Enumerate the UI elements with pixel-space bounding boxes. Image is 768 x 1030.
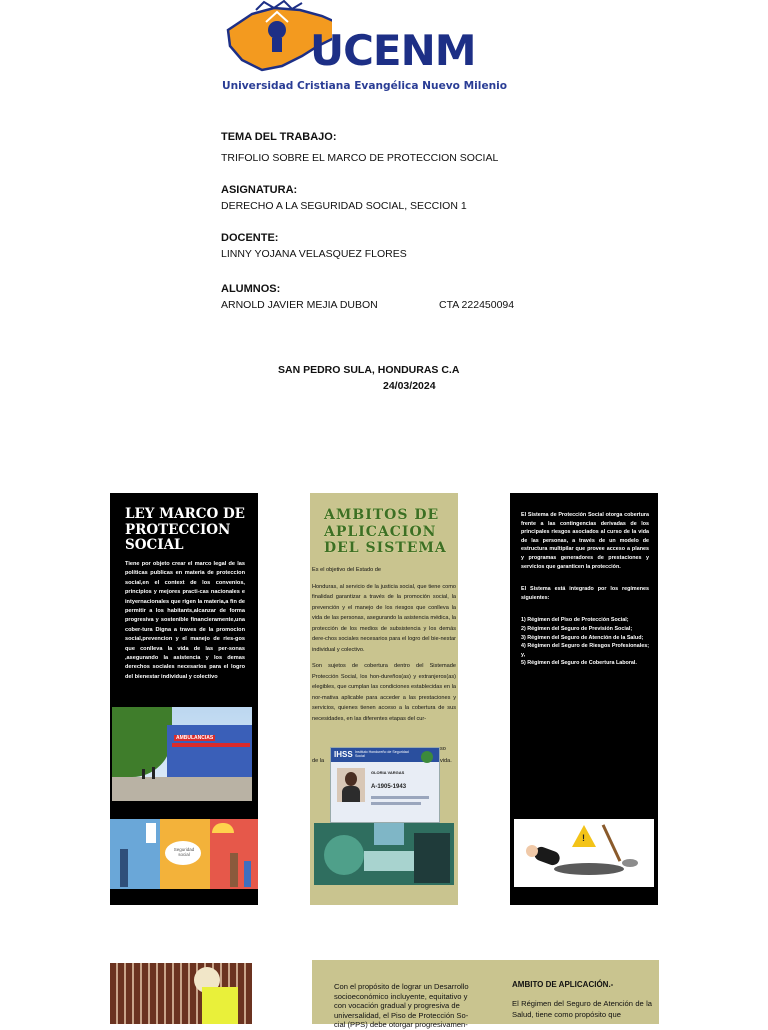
panel2-title: AMBITOS DE APLICACION DEL SISTEMA bbox=[324, 507, 447, 556]
regime-item: 1) Régimen del Piso de Protección Social; bbox=[521, 617, 629, 624]
social-security-illustration bbox=[110, 819, 258, 889]
panel2-para1: Es el objetivo del Estado de bbox=[312, 567, 382, 573]
panel-sistema bbox=[510, 493, 658, 905]
panel2-fragment-de-la: de la bbox=[312, 758, 325, 764]
subject-label: ASIGNATURA: bbox=[221, 184, 298, 196]
panel3-text bbox=[521, 511, 649, 668]
ucenm-logo bbox=[222, 0, 508, 95]
city-line: SAN PEDRO SULA, HONDURAS C.A bbox=[278, 364, 460, 376]
student-name: ARNOLD JAVIER MEJIA DUBON bbox=[221, 299, 378, 311]
regime-item: 2) Régimen del Seguro de Previsión Social; bbox=[521, 625, 633, 632]
panel2-fragment-so: so bbox=[440, 746, 446, 752]
panel-ley-marco bbox=[110, 493, 258, 905]
card-subheader: Instituto Hondureño de Seguridad Social bbox=[355, 750, 409, 759]
ihss-id-card bbox=[330, 747, 440, 823]
surgery-photo bbox=[314, 823, 454, 885]
panel1-title: LEY MARCO DE PROTECCION SOCIAL bbox=[125, 506, 245, 553]
teacher-value: LINNY YOJANA VELASQUEZ FLORES bbox=[221, 248, 407, 260]
panel2-text bbox=[312, 565, 456, 730]
regime-item: 3) Régimen del Seguro de Atención de la Salud; bbox=[521, 634, 644, 641]
ihss-seal-icon bbox=[421, 751, 433, 763]
ambulancias-sign: AMBULANCIAS bbox=[176, 735, 214, 741]
panel3-para2: El Sistema está integrado por los regímenes siguientes: bbox=[521, 586, 649, 601]
university-name: Universidad Cristiana Evangélica Nuevo Milenio bbox=[222, 80, 508, 92]
panel3-para1: El Sistema de Protección Social otorga cobertura frente a las contingencias derivadas de los principales riesgos asociados al curso de la vida de las personas, a través de un modelo de estructura multipilar que provee acceso a planes y programas generadores de prestaciones y servicios que garanticen la protección. bbox=[521, 512, 649, 570]
date-line: 24/03/2024 bbox=[383, 380, 436, 392]
card-header: IHSS bbox=[334, 750, 353, 759]
card-photo bbox=[337, 768, 365, 802]
panel-ambitos bbox=[310, 493, 458, 905]
topic-label: TEMA DEL TRABAJO: bbox=[221, 131, 337, 143]
bottom-left-text: Con el propósito de lograr un Desarrollo socioeconómico incluyente, equitativo y con vocación gradual y progresiva de universalidad, el Piso de Protección So-cial (PPS) debe otorgar progresivamen- bbox=[334, 982, 469, 1029]
seguridad-social-label: Seguridad social bbox=[173, 847, 195, 857]
construction-photo bbox=[110, 963, 252, 1024]
card-name: GLORIA VARGAS bbox=[371, 770, 405, 775]
regime-item: 4) Régimen del Seguro de Riesgos Profesionales; y, bbox=[521, 643, 649, 658]
panel2-para3: Son sujetos de cobertura dentro del Sistemade Protección Social, los hon-dureños(as) y extranjeros(as) elegibles, que cumplan las condiciones establecidas en la nor-mativa aplicable para acceder a las prestaciones y servicios, quienes tienen acceso a la cobertura de sus necesidades, en las diferentes etapas del cur- bbox=[312, 663, 456, 722]
hospital-photo bbox=[112, 707, 252, 801]
panel2-fragment-vida: vida. bbox=[440, 758, 452, 764]
bottom-right-text: El Régimen del Seguro de Atención de la Salud, tiene como propósito que bbox=[512, 999, 652, 1019]
logo-wordmark: UCENM bbox=[310, 26, 476, 75]
regime-item: 5) Régimen del Seguro de Cobertura Laboral. bbox=[521, 660, 637, 667]
bottom-text-panel bbox=[312, 960, 659, 1029]
panel2-para2: Honduras, al servicio de la justicia social, que tiene como finalidad garantizar a través de la promoción social, la prevención y el manejo de los riesgos que conlleva la vida de las personas, asegurando la asistencia médica, la protección de los medios de subsistencia y los demás dere-chos sociales necesarios para el logro del bie-nestar individual y colectivo. bbox=[312, 583, 456, 653]
subject-value: DERECHO A LA SEGURIDAD SOCIAL, SECCION 1 bbox=[221, 200, 467, 212]
panel1-text: Tiene por objeto crear el marco legal de las políticas publicas en materia de proteccion social,en el context de los convenios, principios y mejores practi-cas nacionales e intyernacionales que rigen la materia,a fin de permitir a los habitants,alcanzar de forma progresiva y sostenible financieramente,una cober-tura Digna a traves de la promocion social,prevencion y el manejo de ries-gos que conlleva la vida de las per-sonas ,asegurando la asistencia y los demas derechos sociales necesarios para el logro del bienestar individual y colectivo bbox=[125, 561, 245, 680]
teacher-label: DOCENTE: bbox=[221, 232, 279, 244]
accident-illustration: ! bbox=[514, 819, 654, 887]
topic-value: TRIFOLIO SOBRE EL MARCO DE PROTECCION SOCIAL bbox=[221, 152, 499, 164]
students-label: ALUMNOS: bbox=[221, 283, 281, 295]
card-number: A-1905-1943 bbox=[371, 784, 407, 790]
bottom-right-heading: AMBITO DE APLICACIÓN.- bbox=[512, 980, 614, 989]
student-account: CTA 222450094 bbox=[439, 299, 515, 311]
